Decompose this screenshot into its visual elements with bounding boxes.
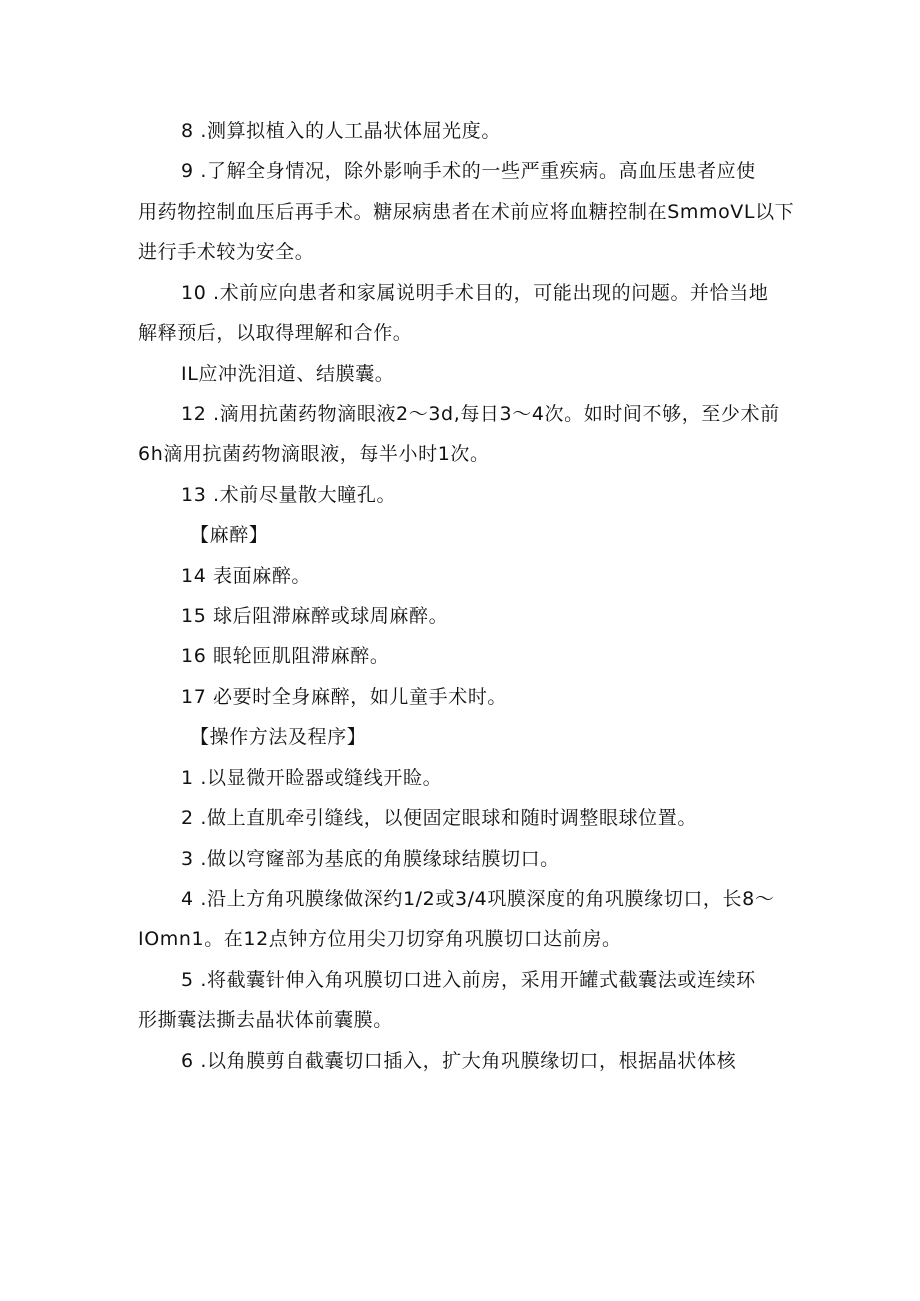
item-17-line-1: 17 必要时全身麻醉，如儿童手术时。	[181, 686, 508, 708]
item-9-line-2: 用药物控制血压后再手术。糖尿病患者在术前应将血糖控制在SmmoVL以下	[138, 201, 795, 223]
item-10-line-2: 解释预后，以取得理解和合作。	[138, 322, 413, 344]
item-13-line-1: 13 .术前尽量散大瞳孔。	[181, 484, 397, 506]
item-14-line-1: 14 表面麻醉。	[181, 565, 312, 587]
section-procedure-heading: 【操作方法及程序】	[190, 726, 367, 748]
item-10-line-1: 10 .术前应向患者和家属说明手术目的，可能出现的问题。并恰当地	[181, 282, 769, 304]
item-15-line-1: 15 球后阻滞麻醉或球周麻醉。	[181, 605, 449, 627]
item-12-line-2: 6h滴用抗菌药物滴眼液，每半小时1次。	[138, 443, 490, 465]
item-16-line-1: 16 眼轮匝肌阻滞麻醉。	[181, 645, 390, 667]
step-4-line-2: IOmn1。在12点钟方位用尖刀切穿角巩膜切口达前房。	[138, 928, 622, 950]
step-2-line-1: 2 .做上直肌牵引缝线，以便固定眼球和随时调整眼球位置。	[181, 807, 697, 829]
section-anesthesia-heading: 【麻醉】	[190, 524, 269, 546]
step-6-line-1: 6 .以角膜剪自截囊切口插入，扩大角巩膜缘切口，根据晶状体核	[181, 1050, 737, 1072]
step-5-line-2: 形撕囊法撕去晶状体前囊膜。	[138, 1009, 393, 1031]
item-8-line-1: 8 .测算拟植入的人工晶状体屈光度。	[181, 120, 501, 142]
item-9-line-1: 9 .了解全身情况，除外影响手术的一些严重疾病。高血压患者应使	[181, 160, 756, 182]
step-4-line-1: 4 .沿上方角巩膜缘做深约1/2或3/4巩膜深度的角巩膜缘切口，长8〜	[181, 888, 775, 910]
item-9-line-3: 进行手术较为安全。	[138, 241, 315, 263]
item-11-line-1: IL应冲洗泪道、结膜囊。	[181, 363, 395, 385]
step-3-line-1: 3 .做以穹窿部为基底的角膜缘球结膜切口。	[181, 848, 560, 870]
step-1-line-1: 1 .以显微开睑器或缝线开睑。	[181, 767, 443, 789]
step-5-line-1: 5 .将截囊针伸入角巩膜切口进入前房，采用开罐式截囊法或连续环	[181, 969, 756, 991]
item-12-line-1: 12 .滴用抗菌药物滴眼液2〜3d,每日3〜4次。如时间不够，至少术前	[181, 403, 780, 425]
